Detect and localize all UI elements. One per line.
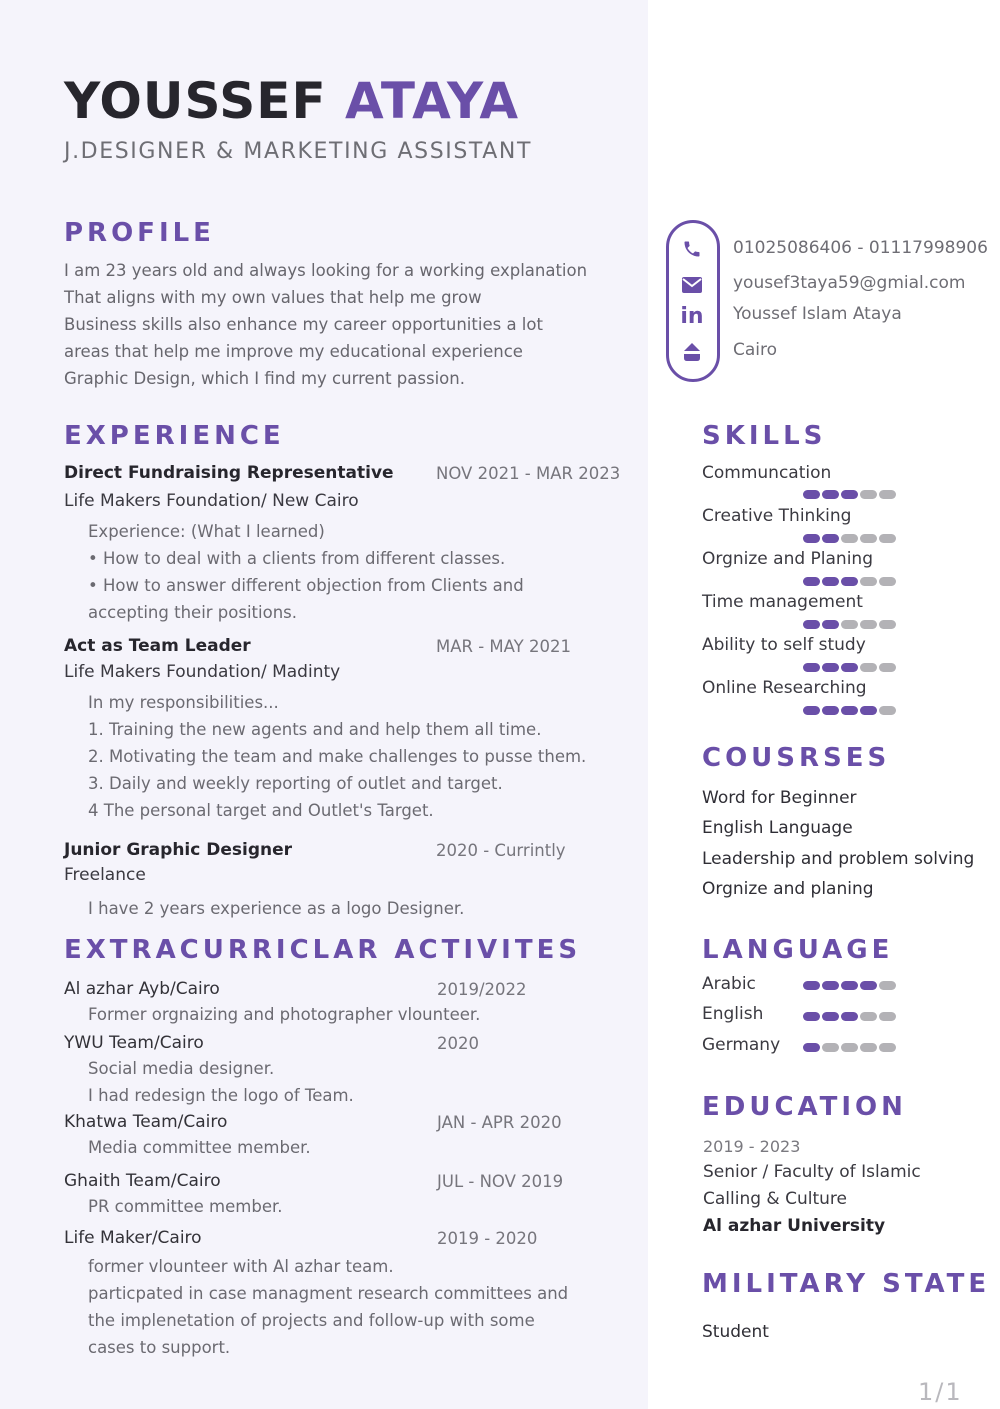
education-degree-line: Senior / Faculty of Islamic <box>703 1162 921 1182</box>
rating-dot-filled <box>841 490 858 499</box>
language-rating <box>803 1043 896 1052</box>
activity-detail: PR committee member. <box>88 1197 283 1216</box>
rating-dot-empty <box>879 620 896 629</box>
activity-detail: particpated in case managment research committees and <box>88 1284 569 1303</box>
rating-dot-empty <box>879 1043 896 1052</box>
rating-dot-filled <box>841 577 858 586</box>
rating-dot-empty <box>879 663 896 672</box>
language-rating <box>803 1012 896 1021</box>
activity-org: YWU Team/Cairo <box>64 1033 204 1053</box>
profile-text <box>64 257 587 392</box>
job-title: J.DESIGNER & MARKETING ASSISTANT <box>64 139 532 164</box>
skill-rating <box>803 490 896 499</box>
profile-heading: PROFILE <box>64 218 215 248</box>
rating-dot-filled <box>841 706 858 715</box>
rating-dot-empty <box>860 490 877 499</box>
profile-line: I am 23 years old and always looking for a working explanation <box>64 261 588 280</box>
rating-dot-empty <box>860 663 877 672</box>
rating-dot-empty <box>822 1043 839 1052</box>
activity-detail: former vlounteer with Al azhar team. <box>88 1257 394 1276</box>
rating-dot-filled <box>822 1012 839 1021</box>
language-label: English <box>702 1004 764 1024</box>
rating-dot-filled <box>822 620 839 629</box>
rating-dot-filled <box>822 490 839 499</box>
activity-org: Khatwa Team/Cairo <box>64 1112 228 1132</box>
rating-dot-filled <box>822 663 839 672</box>
profile-line: That aligns with my own values that help me grow <box>64 288 482 307</box>
job-detail-line: 4 The personal target and Outlet's Target. <box>88 801 434 820</box>
education-degree-line: Calling & Culture <box>703 1189 847 1209</box>
job-detail-line: I have 2 years experience as a logo Designer. <box>88 899 465 918</box>
skill-rating <box>803 706 896 715</box>
profile-line: Graphic Design, which I find my current passion. <box>64 369 465 388</box>
skill-label: Ability to self study <box>702 635 866 655</box>
course-item: English Language <box>702 818 853 838</box>
profile-line: areas that help me improve my educational experience <box>64 342 523 361</box>
rating-dot-empty <box>879 534 896 543</box>
rating-dot-empty <box>841 534 858 543</box>
course-item: Orgnize and planing <box>702 879 874 899</box>
rating-dot-filled <box>803 663 820 672</box>
job-detail-line: 2. Motivating the team and make challenges to pusse them. <box>88 747 587 766</box>
military-heading: MILITARY STATE <box>702 1269 991 1299</box>
activity-org: Life Maker/Cairo <box>64 1228 202 1248</box>
rating-dot-empty <box>879 490 896 499</box>
activity-details <box>88 1253 568 1361</box>
activity-date: JUL - NOV 2019 <box>437 1172 564 1191</box>
job-date-2: MAR - MAY 2021 <box>436 637 571 656</box>
rating-dot-empty <box>860 1043 877 1052</box>
skill-rating <box>803 663 896 672</box>
education-years: 2019 - 2023 <box>703 1137 801 1156</box>
job-title-2: Act as Team Leader <box>64 636 251 656</box>
candidate-name <box>64 72 519 130</box>
language-rating <box>803 981 896 990</box>
rating-dot-filled <box>822 534 839 543</box>
activity-date: 2019/2022 <box>437 980 527 999</box>
rating-dot-filled <box>841 1012 858 1021</box>
rating-dot-empty <box>879 577 896 586</box>
activity-date: 2020 <box>437 1034 479 1053</box>
rating-dot-filled <box>822 706 839 715</box>
activity-org: Ghaith Team/Cairo <box>64 1171 221 1191</box>
job-org-1: Life Makers Foundation/ New Cairo <box>64 491 359 511</box>
experience-heading: EXPERIENCE <box>64 421 285 451</box>
rating-dot-filled <box>860 981 877 990</box>
rating-dot-empty <box>841 1043 858 1052</box>
job-detail-line: Experience: (What I learned) <box>88 522 325 541</box>
rating-dot-filled <box>822 981 839 990</box>
courses-heading: COUSRSES <box>702 743 891 773</box>
page-indicator: 1/1 <box>918 1378 963 1406</box>
rating-dot-filled <box>803 981 820 990</box>
rating-dot-empty <box>860 1012 877 1021</box>
rating-dot-filled <box>803 577 820 586</box>
rating-dot-empty <box>841 620 858 629</box>
rating-dot-filled <box>822 577 839 586</box>
job-details-1 <box>88 518 524 626</box>
job-org-2: Life Makers Foundation/ Madinty <box>64 662 341 682</box>
language-label: Arabic <box>702 974 756 994</box>
rating-dot-empty <box>860 534 877 543</box>
first-name: YOUSSEF <box>64 72 327 130</box>
course-item: Leadership and problem solving <box>702 849 975 869</box>
education-heading: EDUCATION <box>702 1092 907 1122</box>
job-details-2 <box>88 689 586 824</box>
rating-dot-empty <box>879 981 896 990</box>
last-name: ATAYA <box>345 72 520 130</box>
job-detail-line: 3. Daily and weekly reporting of outlet and target. <box>88 774 503 793</box>
skill-rating <box>803 620 896 629</box>
rating-dot-empty <box>879 1012 896 1021</box>
job-org-3: Freelance <box>64 865 146 885</box>
profile-line: Business skills also enhance my career opportunities a lot <box>64 315 543 334</box>
activity-detail: cases to support. <box>88 1338 231 1357</box>
job-title-3: Junior Graphic Designer <box>64 840 293 860</box>
skill-label: Orgnize and Planing <box>702 549 873 569</box>
language-heading: LANGUAGE <box>702 935 894 965</box>
rating-dot-empty <box>860 577 877 586</box>
rating-dot-filled <box>803 534 820 543</box>
activity-detail: I had redesign the logo of Team. <box>88 1086 354 1105</box>
course-item: Word for Beginner <box>702 788 857 808</box>
rating-dot-filled <box>841 663 858 672</box>
skills-heading: SKILLS <box>702 421 827 451</box>
extracurricular-heading: EXTRACURRICLAR ACTIVITES <box>64 935 582 965</box>
activity-date: JAN - APR 2020 <box>437 1113 562 1132</box>
rating-dot-empty <box>879 706 896 715</box>
activity-detail: Former orgnaizing and photographer vlounteer. <box>88 1005 481 1024</box>
activity-detail: the implenetation of projects and follow-up with some <box>88 1311 535 1330</box>
contact-phone[interactable]: 01025086406 - 01117998906 <box>733 238 988 258</box>
skill-label: Creative Thinking <box>702 506 852 526</box>
job-details-3 <box>88 895 464 922</box>
rating-dot-filled <box>803 620 820 629</box>
linkedin-icon: in <box>680 303 704 329</box>
rating-dot-filled <box>803 490 820 499</box>
activity-detail: Media committee member. <box>88 1138 311 1157</box>
job-detail-line: In my responsibilities... <box>88 693 279 712</box>
location-icon <box>680 340 704 364</box>
language-label: Germany <box>702 1035 781 1055</box>
contact-location: Cairo <box>733 340 778 360</box>
job-title-1: Direct Fundraising Representative <box>64 463 394 483</box>
rating-dot-empty <box>860 620 877 629</box>
skill-label: Online Researching <box>702 678 867 698</box>
activity-date: 2019 - 2020 <box>437 1229 538 1248</box>
contact-email[interactable]: yousef3taya59@gmial.com <box>733 273 966 293</box>
contact-linkedin[interactable]: Youssef Islam Ataya <box>733 304 902 324</box>
job-detail-line: 1. Training the new agents and and help them all time. <box>88 720 542 739</box>
activity-org: Al azhar Ayb/Cairo <box>64 979 220 999</box>
rating-dot-filled <box>841 981 858 990</box>
skill-label: Communcation <box>702 463 832 483</box>
education-university: Al azhar University <box>703 1216 886 1236</box>
mail-icon <box>680 273 704 297</box>
job-date-3: 2020 - Currintly <box>436 841 566 860</box>
rating-dot-filled <box>803 706 820 715</box>
phone-icon <box>680 237 704 261</box>
activity-detail: Social media designer. <box>88 1059 275 1078</box>
rating-dot-filled <box>803 1012 820 1021</box>
rating-dot-filled <box>803 1043 820 1052</box>
skill-rating <box>803 534 896 543</box>
rating-dot-filled <box>860 706 877 715</box>
skill-rating <box>803 577 896 586</box>
military-status: Student <box>702 1322 769 1342</box>
job-date-1: NOV 2021 - MAR 2023 <box>436 464 621 483</box>
job-detail-line: • How to deal with a clients from different classes. <box>88 549 506 568</box>
skill-label: Time management <box>702 592 863 612</box>
job-detail-line: accepting their positions. <box>88 603 297 622</box>
job-detail-line: • How to answer different objection from Clients and <box>88 576 524 595</box>
